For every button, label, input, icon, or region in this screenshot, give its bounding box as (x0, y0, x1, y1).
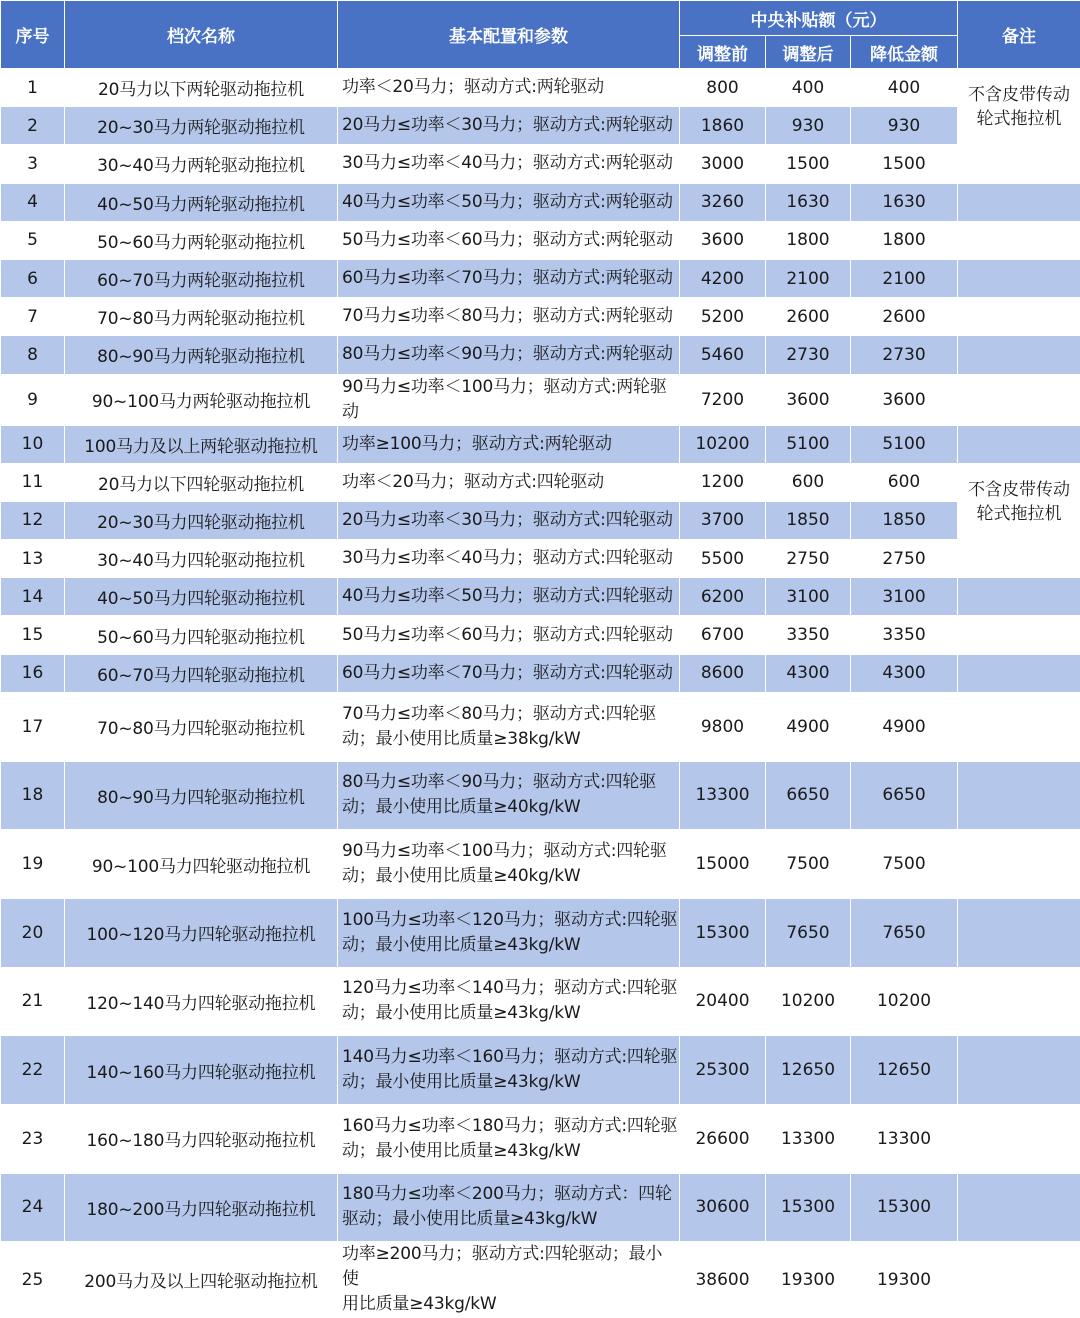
cell-name: 40~50马力两轮驱动拖拉机 (65, 183, 338, 221)
cell-reduction: 2600 (851, 298, 958, 336)
cell-seq: 24 (1, 1173, 65, 1242)
cell-after: 2600 (766, 298, 851, 336)
cell-reduction: 3350 (851, 616, 958, 654)
spec-line: 180马力≤功率＜200马力；驱动方式：四轮 (342, 1184, 672, 1204)
cell-name: 30~40马力两轮驱动拖拉机 (65, 145, 338, 183)
table-row (1, 374, 1080, 425)
table-row (1, 654, 1080, 692)
cell-spec: 50马力≤功率＜60马力；驱动方式:四轮驱动 (338, 616, 680, 654)
cell-before: 8600 (680, 654, 766, 692)
spec-line: 驱动；最小使用比质量≥43kg/kW (342, 1209, 597, 1229)
cell-before: 30600 (680, 1173, 766, 1242)
spec-line: 动；最小使用比质量≥43kg/kW (342, 1141, 581, 1161)
note-line: 轮式拖拉机 (977, 504, 1062, 524)
cell-seq: 23 (1, 1104, 65, 1173)
cell-spec (338, 1036, 680, 1105)
cell-name: 140~160马力四轮驱动拖拉机 (65, 1036, 338, 1105)
cell-spec (338, 692, 680, 761)
cell-seq: 14 (1, 578, 65, 616)
cell-spec (338, 830, 680, 899)
cell-seq: 9 (1, 374, 65, 425)
cell-reduction: 12650 (851, 1036, 958, 1105)
cell-note (958, 540, 1080, 578)
cell-reduction: 1800 (851, 221, 958, 259)
cell-name: 50~60马力两轮驱动拖拉机 (65, 221, 338, 259)
cell-before: 3000 (680, 145, 766, 183)
spec-line: 80马力≤功率＜90马力；驱动方式:四轮驱 (342, 772, 656, 792)
cell-before: 6700 (680, 616, 766, 654)
cell-before: 5460 (680, 336, 766, 374)
spec-line: 用比质量≥43kg/kW (342, 1294, 497, 1314)
cell-seq: 5 (1, 221, 65, 259)
header-seq: 序号 (1, 1, 65, 69)
cell-before: 6200 (680, 578, 766, 616)
table-row (1, 501, 1080, 539)
cell-name: 20~30马力两轮驱动拖拉机 (65, 107, 338, 145)
cell-seq: 13 (1, 540, 65, 578)
cell-name: 60~70马力四轮驱动拖拉机 (65, 654, 338, 692)
cell-reduction: 1500 (851, 145, 958, 183)
cell-reduction: 1850 (851, 501, 958, 539)
cell-note (958, 898, 1080, 967)
header-subsidy-group: 中央补贴额（元） (680, 1, 958, 36)
cell-before: 5200 (680, 298, 766, 336)
cell-after: 4300 (766, 654, 851, 692)
spec-line: 功率≥200马力；驱动方式:四轮驱动；最小使 (342, 1244, 662, 1289)
cell-seq: 12 (1, 501, 65, 539)
cell-spec (338, 898, 680, 967)
cell-note (958, 1242, 1080, 1318)
note-line: 轮式拖拉机 (977, 109, 1062, 129)
cell-spec: 20马力≤功率＜30马力；驱动方式:四轮驱动 (338, 501, 680, 539)
cell-name: 70~80马力四轮驱动拖拉机 (65, 692, 338, 761)
cell-spec: 40马力≤功率＜50马力；驱动方式:两轮驱动 (338, 183, 680, 221)
cell-seq: 10 (1, 425, 65, 463)
cell-reduction: 1630 (851, 183, 958, 221)
header-note: 备注 (958, 1, 1080, 69)
note-line: 不含皮带传动 (968, 480, 1070, 500)
cell-before: 13300 (680, 761, 766, 830)
cell-after: 600 (766, 463, 851, 501)
spec-line: 120马力≤功率＜140马力；驱动方式:四轮驱 (342, 978, 677, 998)
table-row (1, 425, 1080, 463)
cell-note (958, 967, 1080, 1036)
spec-line: 动；最小使用比质量≥40kg/kW (342, 797, 581, 817)
table-row (1, 145, 1080, 183)
spec-line: 动；最小使用比质量≥40kg/kW (342, 866, 581, 886)
cell-before: 7200 (680, 374, 766, 425)
cell-seq: 7 (1, 298, 65, 336)
table-row (1, 183, 1080, 221)
cell-note (958, 1036, 1080, 1105)
cell-reduction: 3100 (851, 578, 958, 616)
cell-spec (338, 1173, 680, 1242)
spec-line: 100马力≤功率＜120马力；驱动方式:四轮驱 (342, 910, 677, 930)
header-before: 调整前 (680, 36, 766, 69)
spec-line: 90马力≤功率＜100马力；驱动方式:四轮驱 (342, 841, 667, 861)
cell-name: 20马力以下四轮驱动拖拉机 (65, 463, 338, 501)
cell-after: 13300 (766, 1104, 851, 1173)
cell-spec: 功率＜20马力；驱动方式:两轮驱动 (338, 69, 680, 107)
cell-reduction: 10200 (851, 967, 958, 1036)
table-header (1, 1, 1080, 69)
table-row (1, 578, 1080, 616)
cell-after: 3600 (766, 374, 851, 425)
cell-reduction: 7650 (851, 898, 958, 967)
cell-reduction: 4900 (851, 692, 958, 761)
table-row (1, 69, 1080, 107)
cell-name: 200马力及以上四轮驱动拖拉机 (65, 1242, 338, 1318)
cell-spec: 60马力≤功率＜70马力；驱动方式:两轮驱动 (338, 259, 680, 297)
cell-seq: 6 (1, 259, 65, 297)
cell-reduction: 2730 (851, 336, 958, 374)
cell-spec (338, 967, 680, 1036)
cell-after: 3350 (766, 616, 851, 654)
cell-note (958, 578, 1080, 616)
cell-before: 15300 (680, 898, 766, 967)
cell-before: 3260 (680, 183, 766, 221)
table-row (1, 259, 1080, 297)
table-row (1, 463, 1080, 501)
cell-name: 30~40马力四轮驱动拖拉机 (65, 540, 338, 578)
cell-before: 10200 (680, 425, 766, 463)
cell-name: 60~70马力两轮驱动拖拉机 (65, 259, 338, 297)
cell-note (958, 616, 1080, 654)
cell-before: 5500 (680, 540, 766, 578)
cell-name: 20马力以下两轮驱动拖拉机 (65, 69, 338, 107)
cell-reduction: 3600 (851, 374, 958, 425)
table-body (1, 69, 1080, 1318)
cell-note (958, 830, 1080, 899)
cell-note (958, 425, 1080, 463)
cell-note (958, 1104, 1080, 1173)
cell-reduction: 5100 (851, 425, 958, 463)
table-row (1, 830, 1080, 899)
table-row (1, 1104, 1080, 1173)
cell-note (958, 374, 1080, 425)
cell-seq: 21 (1, 967, 65, 1036)
cell-after: 3100 (766, 578, 851, 616)
cell-before: 800 (680, 69, 766, 107)
table-row (1, 540, 1080, 578)
cell-spec: 30马力≤功率＜40马力；驱动方式:两轮驱动 (338, 145, 680, 183)
cell-spec: 20马力≤功率＜30马力；驱动方式:两轮驱动 (338, 107, 680, 145)
table-row (1, 336, 1080, 374)
cell-note (958, 221, 1080, 259)
cell-reduction: 400 (851, 69, 958, 107)
table-row (1, 692, 1080, 761)
cell-name: 180~200马力四轮驱动拖拉机 (65, 1173, 338, 1242)
cell-spec: 功率≥100马力；驱动方式:两轮驱动 (338, 425, 680, 463)
spec-line: 动；最小使用比质量≥43kg/kW (342, 1072, 581, 1092)
cell-seq: 18 (1, 761, 65, 830)
cell-spec: 功率＜20马力；驱动方式:四轮驱动 (338, 463, 680, 501)
cell-name: 100~120马力四轮驱动拖拉机 (65, 898, 338, 967)
cell-reduction: 6650 (851, 761, 958, 830)
cell-note (958, 298, 1080, 336)
cell-after: 12650 (766, 1036, 851, 1105)
cell-name: 100马力及以上两轮驱动拖拉机 (65, 425, 338, 463)
cell-name: 70~80马力两轮驱动拖拉机 (65, 298, 338, 336)
cell-name: 160~180马力四轮驱动拖拉机 (65, 1104, 338, 1173)
cell-before: 26600 (680, 1104, 766, 1173)
cell-note (958, 336, 1080, 374)
cell-name: 90~100马力四轮驱动拖拉机 (65, 830, 338, 899)
spec-line: 140马力≤功率＜160马力；驱动方式:四轮驱 (342, 1047, 677, 1067)
cell-before: 1860 (680, 107, 766, 145)
spec-line: 70马力≤功率＜80马力；驱动方式:四轮驱 (342, 704, 656, 724)
cell-before: 15000 (680, 830, 766, 899)
cell-after: 4900 (766, 692, 851, 761)
cell-seq: 4 (1, 183, 65, 221)
table-row (1, 1242, 1080, 1318)
cell-reduction: 2100 (851, 259, 958, 297)
cell-reduction: 2750 (851, 540, 958, 578)
cell-spec (338, 1104, 680, 1173)
cell-name: 80~90马力两轮驱动拖拉机 (65, 336, 338, 374)
cell-note (958, 1173, 1080, 1242)
cell-note (958, 692, 1080, 761)
cell-note (958, 183, 1080, 221)
cell-reduction: 19300 (851, 1242, 958, 1318)
cell-seq: 17 (1, 692, 65, 761)
cell-note (958, 259, 1080, 297)
cell-after: 7650 (766, 898, 851, 967)
cell-spec: 50马力≤功率＜60马力；驱动方式:两轮驱动 (338, 221, 680, 259)
cell-seq: 11 (1, 463, 65, 501)
header-name: 档次名称 (65, 1, 338, 69)
cell-reduction: 13300 (851, 1104, 958, 1173)
header-reduction: 降低金额 (851, 36, 958, 69)
cell-note (958, 761, 1080, 830)
cell-after: 1630 (766, 183, 851, 221)
note-line: 不含皮带传动 (968, 85, 1070, 105)
cell-seq: 8 (1, 336, 65, 374)
cell-after: 2730 (766, 336, 851, 374)
table-row (1, 761, 1080, 830)
cell-before: 1200 (680, 463, 766, 501)
cell-name: 80~90马力四轮驱动拖拉机 (65, 761, 338, 830)
cell-before: 25300 (680, 1036, 766, 1105)
cell-seq: 20 (1, 898, 65, 967)
table-row (1, 221, 1080, 259)
spec-line: 160马力≤功率＜180马力；驱动方式:四轮驱 (342, 1116, 677, 1136)
cell-after: 7500 (766, 830, 851, 899)
cell-before: 3600 (680, 221, 766, 259)
table-row (1, 616, 1080, 654)
cell-after: 400 (766, 69, 851, 107)
cell-spec: 90马力≤功率＜100马力；驱动方式:两轮驱动 (338, 374, 680, 425)
table-row (1, 967, 1080, 1036)
cell-seq: 1 (1, 69, 65, 107)
table-row (1, 1173, 1080, 1242)
cell-name: 90~100马力两轮驱动拖拉机 (65, 374, 338, 425)
spec-line: 动；最小使用比质量≥38kg/kW (342, 729, 581, 749)
cell-after: 2750 (766, 540, 851, 578)
cell-note (958, 463, 1080, 539)
cell-note (958, 145, 1080, 183)
cell-spec: 40马力≤功率＜50马力；驱动方式:四轮驱动 (338, 578, 680, 616)
cell-reduction: 930 (851, 107, 958, 145)
cell-seq: 15 (1, 616, 65, 654)
header-spec: 基本配置和参数 (338, 1, 680, 69)
cell-after: 10200 (766, 967, 851, 1036)
cell-name: 20~30马力四轮驱动拖拉机 (65, 501, 338, 539)
cell-spec (338, 761, 680, 830)
cell-seq: 25 (1, 1242, 65, 1318)
cell-after: 1800 (766, 221, 851, 259)
cell-after: 15300 (766, 1173, 851, 1242)
cell-after: 19300 (766, 1242, 851, 1318)
cell-before: 38600 (680, 1242, 766, 1318)
cell-after: 2100 (766, 259, 851, 297)
cell-after: 1850 (766, 501, 851, 539)
cell-before: 3700 (680, 501, 766, 539)
cell-reduction: 4300 (851, 654, 958, 692)
cell-spec: 80马力≤功率＜90马力；驱动方式:两轮驱动 (338, 336, 680, 374)
cell-seq: 2 (1, 107, 65, 145)
cell-name: 40~50马力四轮驱动拖拉机 (65, 578, 338, 616)
table-row (1, 898, 1080, 967)
cell-reduction: 7500 (851, 830, 958, 899)
cell-after: 6650 (766, 761, 851, 830)
cell-before: 20400 (680, 967, 766, 1036)
cell-reduction: 600 (851, 463, 958, 501)
table-row (1, 298, 1080, 336)
cell-name: 120~140马力四轮驱动拖拉机 (65, 967, 338, 1036)
cell-note (958, 654, 1080, 692)
spec-line: 动；最小使用比质量≥43kg/kW (342, 935, 581, 955)
spec-line: 动；最小使用比质量≥43kg/kW (342, 1003, 581, 1023)
cell-spec: 30马力≤功率＜40马力；驱动方式:四轮驱动 (338, 540, 680, 578)
cell-after: 5100 (766, 425, 851, 463)
header-after: 调整后 (766, 36, 851, 69)
cell-before: 9800 (680, 692, 766, 761)
cell-after: 930 (766, 107, 851, 145)
cell-name: 50~60马力四轮驱动拖拉机 (65, 616, 338, 654)
cell-after: 1500 (766, 145, 851, 183)
cell-note (958, 69, 1080, 145)
table-row (1, 107, 1080, 145)
cell-seq: 16 (1, 654, 65, 692)
cell-spec: 60马力≤功率＜70马力；驱动方式:四轮驱动 (338, 654, 680, 692)
cell-spec (338, 1242, 680, 1318)
table-row (1, 1036, 1080, 1105)
cell-seq: 22 (1, 1036, 65, 1105)
cell-reduction: 15300 (851, 1173, 958, 1242)
cell-spec: 70马力≤功率＜80马力；驱动方式:两轮驱动 (338, 298, 680, 336)
cell-seq: 3 (1, 145, 65, 183)
cell-before: 4200 (680, 259, 766, 297)
cell-seq: 19 (1, 830, 65, 899)
